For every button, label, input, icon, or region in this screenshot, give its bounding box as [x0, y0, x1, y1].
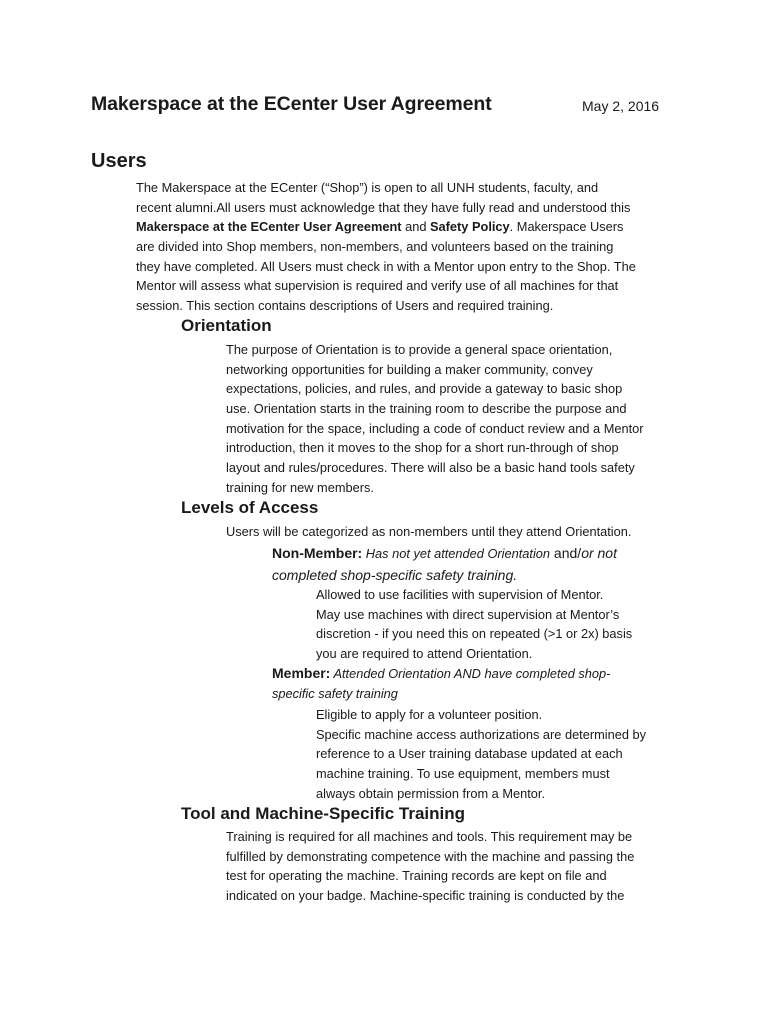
users-line: session. This section contains descriptions of Users and required training. — [136, 298, 554, 314]
orientation-line: training for new members. — [226, 479, 374, 495]
member-desc-line: specific safety training — [272, 685, 398, 701]
member-item: Eligible to apply for a volunteer position. — [316, 707, 543, 722]
orientation-line: use. Orientation starts in the training room to describe the purpose and — [226, 401, 627, 417]
users-line: Mentor will assess what supervision is required and verify use of all machines for that — [136, 278, 619, 294]
member-item: machine training. To use equipment, members must — [316, 766, 610, 782]
users-line: The Makerspace at the ECenter (“Shop”) is open to all UNH students, faculty, and — [136, 180, 599, 195]
orientation-line: introduction, then it moves to the shop for a short run-through of shop — [226, 440, 619, 456]
orientation-paragraph — [226, 340, 644, 498]
users-line: they have completed. All Users must check in with a Mentor upon entry to the Shop. The — [136, 258, 636, 274]
users-line: are divided into Shop members, non-members, and volunteers based on the training — [136, 239, 614, 255]
member-item: Specific machine access authorizations are determined by — [316, 726, 647, 742]
non-member-item: you are required to attend Orientation. — [316, 646, 533, 662]
safety-policy-name: Safety Policy — [430, 219, 510, 235]
users-paragraph — [136, 178, 636, 316]
non-member-line — [272, 542, 617, 564]
member-desc: Attended Orientation AND have completed shop- — [330, 666, 611, 681]
non-member-item: discretion - if you need this on repeated (>1 or 2x) basis — [316, 626, 633, 642]
non-member-definition — [272, 542, 617, 586]
non-member-item: May use machines with direct supervision at Mentor’s — [316, 606, 620, 622]
orientation-line: motivation for the space, including a code of conduct review and a Mentor — [226, 420, 644, 436]
non-member-item: Allowed to use facilities with supervision of Mentor. — [316, 587, 604, 602]
orientation-line: networking opportunities for building a maker community, convey — [226, 361, 593, 377]
users-line: recent alumni.All users must acknowledge that they have fully read and understood this — [136, 199, 631, 215]
non-member-and: and/ — [550, 545, 582, 561]
non-member-items — [316, 585, 632, 664]
non-member-label: Non-Member: — [272, 545, 363, 561]
orientation-line: expectations, policies, and rules, and provide a gateway to basic shop — [226, 381, 623, 397]
users-heading: Users — [91, 150, 147, 172]
tool-training-line: fulfilled by demonstrating competence with the machine and passing the — [226, 848, 635, 864]
non-member-desc: or not — [581, 545, 617, 561]
tool-training-line: indicated on your badge. Machine-specific training is conducted by the — [226, 888, 625, 904]
member-definition — [272, 664, 610, 703]
non-member-desc: Has not yet attended Orientation — [362, 546, 551, 561]
tool-training-line: test for operating the machine. Training records are kept on file and — [226, 868, 607, 884]
users-line — [136, 217, 636, 237]
tool-training-line: Training is required for all machines and tools. This requirement may be — [226, 829, 633, 844]
levels-intro: Users will be categorized as non-members until they attend Orientation. — [226, 524, 632, 539]
member-line — [272, 664, 610, 684]
member-item: reference to a User training database updated at each — [316, 746, 623, 762]
document-date: May 2, 2016 — [582, 98, 660, 114]
levels-heading: Levels of Access — [181, 498, 319, 517]
orientation-line: layout and rules/procedures. There will also be a basic hand tools safety — [226, 460, 635, 476]
document-title: Makerspace at the ECenter User Agreement — [91, 93, 492, 115]
member-label: Member: — [272, 665, 331, 681]
member-items — [316, 705, 646, 803]
orientation-line: The purpose of Orientation is to provide a general space orientation, — [226, 342, 613, 357]
non-member-desc-line: completed shop-specific safety training. — [272, 567, 518, 583]
member-item: always obtain permission from a Mentor. — [316, 785, 546, 801]
orientation-heading: Orientation — [181, 316, 272, 335]
tool-training-heading: Tool and Machine-Specific Training — [181, 804, 465, 823]
users-line-text: and — [401, 219, 430, 235]
tool-training-paragraph — [226, 827, 634, 906]
users-line-text: . Makerspace Users — [509, 219, 624, 235]
agreement-name: Makerspace at the ECenter User Agreement — [136, 219, 402, 235]
